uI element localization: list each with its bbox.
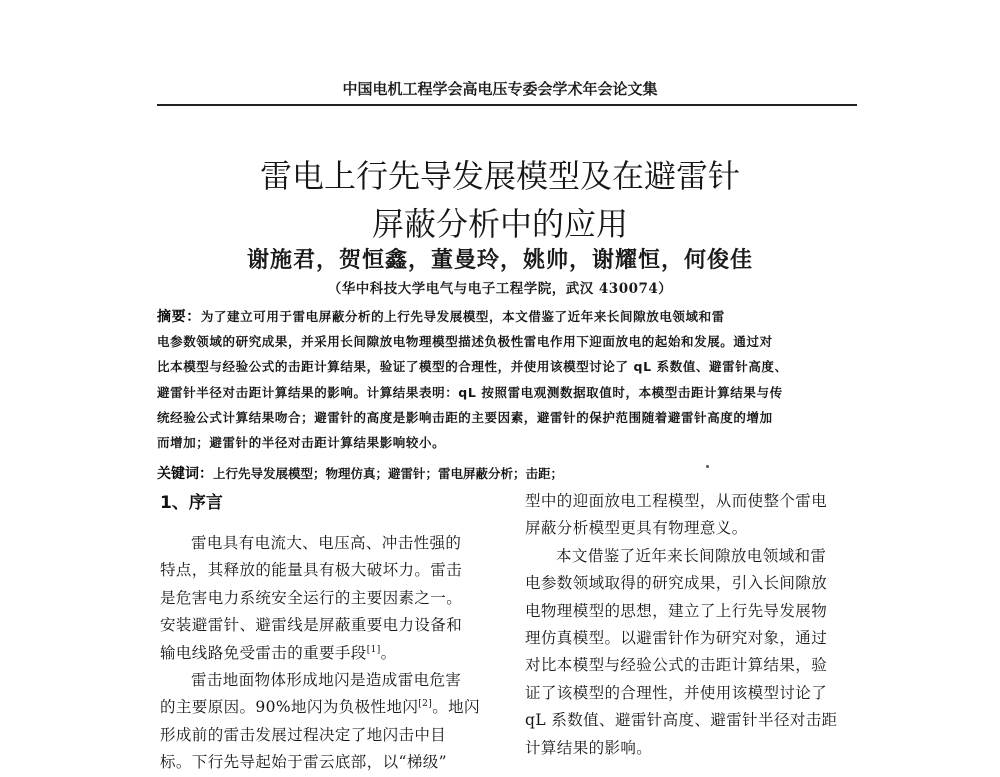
- abstract-line: 避雷针半径对击距计算结果的影响。计算结果表明：qL 按照雷电观测数据取值时，本模型击距计算结果与传: [157, 384, 783, 400]
- abstract-line: 电参数领域的研究成果，并采用长间隙放电物理模型描述负极性雷电作用下迎面放电的起始和发展。通过对: [157, 334, 773, 350]
- body-line: 证了该模型的合理性，并使用该模型讨论了: [525, 683, 828, 702]
- body-line: 电参数领域取得的研究成果，引入长间隙放: [525, 574, 828, 593]
- body-line: 屏蔽分析模型更具有物理意义。: [525, 519, 748, 538]
- body-line: 雷电具有电流大、电压高、冲击性强的: [191, 534, 462, 552]
- right-column: [525, 488, 860, 762]
- body-line: 是危害电力系统安全运行的主要因素之一。: [160, 588, 463, 607]
- title-line-1: 雷电上行先导发展模型及在避雷针: [259, 157, 740, 195]
- body-line: [160, 640, 500, 667]
- abstract: [157, 304, 857, 455]
- body-line: 计算结果的影响。: [525, 738, 653, 757]
- abstract-label: 摘要：: [157, 309, 201, 325]
- citation-ref: [1]: [366, 644, 381, 655]
- body-text: 的主要原因。90%地闪为负极性地闪: [160, 698, 419, 717]
- body-line: qL 系数值、避雷针高度、避雷针半径对击距: [525, 711, 838, 730]
- body-text: 输电线路免受雷击的重要手段: [160, 643, 367, 662]
- body-line: 形成前的雷击发展过程决定了地闪击中目: [160, 725, 447, 744]
- body-line: 电物理模型的思想，建立了上行先导发展物: [525, 601, 828, 620]
- citation-ref: [2]: [418, 699, 433, 710]
- abstract-line: 而增加；避雷针的半径对击距计算结果影响较小。: [157, 434, 446, 450]
- author-list: 谢施君，贺恒鑫，董曼玲，姚帅，谢耀恒，何俊佳: [246, 247, 753, 273]
- body-text: 。: [380, 643, 397, 662]
- section-heading: 1、序言: [160, 493, 223, 513]
- keywords: [157, 463, 857, 483]
- body-line: 本文借鉴了近年来长间隙放电领域和雷: [556, 546, 827, 565]
- title-line-2: 屏蔽分析中的应用: [371, 205, 628, 243]
- body-line: 特点，其释放的能量具有极大破坏力。雷击: [160, 561, 463, 580]
- body-line: [160, 694, 500, 721]
- keywords-label: 关键词：: [157, 466, 213, 482]
- affiliation: （华中科技大学电气与电子工程学院，武汉 430074）: [327, 281, 673, 297]
- abstract-line: 比本模型与经验公式的击距计算结果，验证了模型的合理性，并使用该模型讨论了 qL 系数值、避雷针高度、: [157, 359, 788, 375]
- abstract-line: 统经验公式计算结果吻合；避雷针的高度是影响击距的主要因素，避雷针的保护范围随着避雷针高度的增加: [157, 409, 773, 425]
- body-line: 对比本模型与经验公式的击距计算结果，验: [525, 656, 828, 675]
- scan-speck: [706, 465, 709, 468]
- abstract-line: [157, 304, 857, 329]
- body-line: 雷击地面物体形成地闪是造成雷电危害: [191, 670, 462, 689]
- header-rule: [157, 104, 857, 106]
- keywords-text: 上行先导发展模型；物理仿真；避雷针；雷电屏蔽分析；击距；: [213, 466, 564, 481]
- abstract-text: 为了建立可用于雷电屏蔽分析的上行先导发展模型，本文借鉴了近年来长间隙放电领域和雷: [200, 309, 725, 324]
- body-line: 型中的迎面放电工程模型，从而使整个雷电: [525, 492, 828, 510]
- paper-title: [0, 152, 1000, 248]
- body-line: 安装避雷针、避雷线是屏蔽重要电力设备和: [160, 616, 463, 635]
- left-column: [160, 530, 500, 777]
- body-line: 标。下行先导起始于雷云底部，以“梯级”: [160, 753, 447, 772]
- body-text: 。地闪: [432, 698, 480, 717]
- running-head: 中国电机工程学会高电压专委会学术年会论文集: [342, 80, 658, 98]
- body-line: 理仿真模型。以避雷针作为研究对象，通过: [525, 628, 828, 647]
